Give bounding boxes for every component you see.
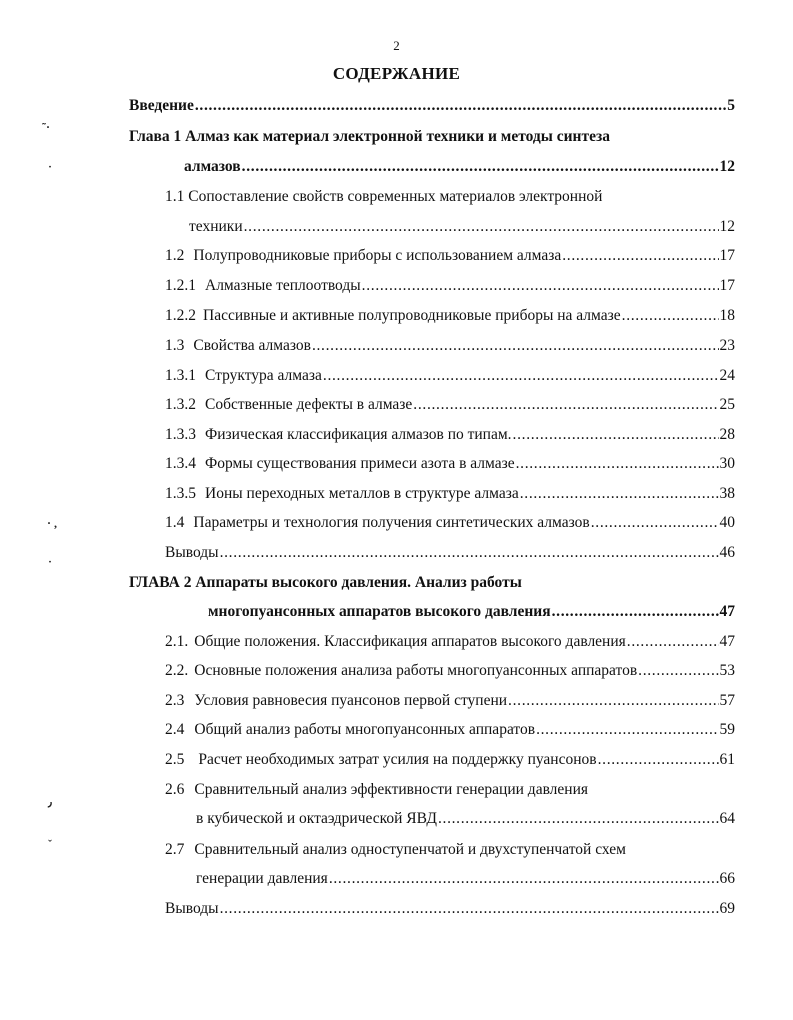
toc-entry-page: 12: [719, 218, 735, 235]
toc-entry-text: Введение: [129, 97, 194, 114]
toc-entry-text: Физическая классификация алмазов по типам.: [205, 426, 512, 443]
toc-entry-1-4[interactable]: [165, 513, 735, 533]
toc-entry-text: Расчет необходимых затрат усилия на поддержку пуансонов: [198, 751, 597, 768]
dot-leader: [536, 720, 718, 740]
scan-mark: ˜·: [42, 120, 50, 134]
toc-entry-number: 1.2.2: [165, 307, 196, 324]
dot-leader: [329, 869, 719, 889]
toc-entry-1-2[interactable]: [165, 246, 735, 266]
toc-entry-page: 17: [719, 247, 735, 264]
toc-entry-page: 24: [719, 367, 735, 384]
toc-entry-1-3-3[interactable]: [165, 425, 735, 445]
toc-entry-text: в кубической и октаэдрической ЯВД: [196, 810, 437, 827]
toc-entry-text: многопуансонных аппаратов высокого давления: [208, 603, 551, 620]
toc-entry-text: Общий анализ работы многопуансонных аппаратов: [194, 721, 536, 738]
toc-entry-number: 1.3.3: [165, 426, 196, 443]
toc-entry-chapter-2-cont[interactable]: [208, 602, 735, 622]
dot-leader: [312, 336, 719, 356]
dot-leader: [438, 809, 719, 829]
toc-entry-chapter-1[interactable]: [129, 127, 735, 147]
toc-entry-number: 1.4: [165, 514, 185, 531]
toc-entry-number: 1.3.1: [165, 367, 196, 384]
dot-leader: [220, 899, 719, 919]
dot-leader: [220, 543, 719, 563]
toc-entry-page: 40: [719, 514, 735, 531]
toc-entry-text: алмазов: [184, 158, 241, 175]
toc-entry-text: Пассивные и активные полупроводниковые приборы на алмазе: [203, 307, 621, 324]
toc-entry-conclusions-1[interactable]: [165, 543, 735, 563]
toc-entry-2-1[interactable]: [165, 632, 735, 652]
toc-entry-2-4[interactable]: [165, 720, 735, 740]
toc-entry-page: 5: [727, 97, 735, 114]
toc-entry-1-3-1[interactable]: [165, 366, 735, 386]
dot-leader: [413, 395, 718, 415]
toc-entry-page: 25: [719, 396, 735, 413]
toc-entry-2-7-cont[interactable]: [196, 869, 735, 889]
toc-entry-number: 2.6: [165, 781, 185, 798]
toc-entry-page: 66: [719, 870, 735, 887]
dot-leader: [242, 157, 719, 177]
toc-entry-2-6-cont[interactable]: [196, 809, 735, 829]
page-number: 2: [393, 38, 400, 53]
toc-entry-page: 46: [719, 544, 735, 561]
toc-entry-page: 30: [719, 455, 735, 472]
dot-leader: [562, 246, 718, 266]
toc-entry-1-2-2[interactable]: [165, 306, 735, 326]
dot-leader: [622, 306, 719, 326]
dot-leader: [195, 96, 726, 116]
toc-entry-conclusions-2[interactable]: [165, 899, 735, 919]
toc-entry-page: 38: [719, 485, 735, 502]
toc-entry-2-5[interactable]: [165, 750, 735, 770]
toc-entry-text: Сравнительный анализ эффективности генерации давления: [194, 781, 589, 798]
toc-entry-text: Выводы: [165, 900, 219, 917]
dot-leader: [508, 691, 718, 711]
toc-title: СОДЕРЖАНИЕ: [332, 64, 461, 83]
toc-entry-page: 59: [719, 721, 735, 738]
toc-entry-text: Выводы: [165, 544, 219, 561]
dot-leader: [362, 276, 719, 296]
toc-entry-2-3[interactable]: [165, 691, 735, 711]
toc-entry-text: Параметры и технология получения синтетических алмазов: [193, 514, 590, 531]
toc-entry-1-1-cont[interactable]: [189, 217, 735, 237]
toc-entry-1-2-1[interactable]: [165, 276, 735, 296]
toc-entry-text: Глава 1 Алмаз как материал электронной техники и методы синтеза: [129, 128, 610, 145]
dot-leader: [598, 750, 719, 770]
toc-entry-number: 2.5: [165, 751, 185, 768]
toc-entry-page: 57: [719, 692, 735, 709]
toc-entry-page: 28: [719, 426, 735, 443]
scan-mark: ˙: [48, 163, 52, 177]
toc-entry-page: 23: [719, 337, 735, 354]
scan-mark: ˇ: [48, 837, 52, 851]
toc-entry-text: 1.1 Сопоставление свойств современных материалов электронной: [165, 188, 603, 205]
toc-entry-page: 47: [719, 633, 735, 650]
dot-leader: [323, 366, 719, 386]
toc-entry-1-3-2[interactable]: [165, 395, 735, 415]
toc-entry-text: Структура алмаза: [205, 367, 322, 384]
toc-entry-2-2[interactable]: [165, 661, 735, 681]
toc-entry-text: Сравнительный анализ одноступенчатой и двухступенчатой схем: [194, 841, 626, 858]
toc-entry-2-7[interactable]: [165, 840, 735, 860]
scan-mark: ˙: [48, 558, 52, 572]
toc-entry-text: Формы существования примеси азота в алмазе: [205, 455, 515, 472]
toc-entry-text: Свойства алмазов: [193, 337, 311, 354]
dot-leader: [244, 217, 719, 237]
toc-entry-number: 2.7: [165, 841, 185, 858]
dot-leader: [516, 454, 719, 474]
dot-leader: [552, 602, 719, 622]
toc-entry-number: 2.3: [165, 692, 185, 709]
toc-entry-number: 1.2.1: [165, 277, 196, 294]
toc-entry-text: ГЛАВА 2 Аппараты высокого давления. Анализ работы: [129, 574, 522, 591]
toc-entry-number: 1.3.4: [165, 455, 196, 472]
toc-entry-1-3-5[interactable]: [165, 484, 735, 504]
toc-entry-number: 2.1.: [165, 633, 189, 650]
toc-entry-page: 69: [719, 900, 735, 917]
toc-entry-number: 1.3.2: [165, 396, 196, 413]
toc-entry-page: 64: [719, 810, 735, 827]
toc-entry-number: 2.4: [165, 721, 185, 738]
toc-entry-introduction[interactable]: [129, 96, 735, 116]
toc-entry-text: Условия равновесия пуансонов первой ступени: [194, 692, 508, 709]
scan-mark: ٫: [48, 795, 52, 809]
toc-entry-page: 12: [719, 158, 735, 175]
dot-leader: [638, 661, 718, 681]
scan-mark: · ,: [47, 516, 58, 530]
toc-entry-text: Алмазные теплоотводы: [205, 277, 361, 294]
toc-entry-text: генерации давления: [196, 870, 328, 887]
dot-leader: [591, 513, 719, 533]
toc-entry-text: Общие положения. Классификация аппаратов высокого давления: [194, 633, 626, 650]
toc-entry-number: 2.2.: [165, 662, 189, 679]
toc-entry-page: 61: [719, 751, 735, 768]
toc-entry-page: 17: [719, 277, 735, 294]
toc-entry-number: 1.2: [165, 247, 185, 264]
toc-entry-1-3[interactable]: [165, 336, 735, 356]
toc-entry-page: 47: [719, 603, 735, 620]
dot-leader: [513, 425, 719, 445]
toc-entry-text: Полупроводниковые приборы с использованием алмаза: [193, 247, 562, 264]
toc-entry-1-1[interactable]: [165, 187, 735, 207]
toc-entry-text: Собственные дефекты в алмазе: [205, 396, 413, 413]
toc-entry-text: Основные положения анализа работы многопуансонных аппаратов: [194, 662, 638, 679]
toc-entry-2-6[interactable]: [165, 780, 735, 800]
toc-entry-number: 1.3.5: [165, 485, 196, 502]
toc-entry-text: Ионы переходных металлов в структуре алмаза: [205, 485, 519, 502]
toc-entry-text: техники: [189, 218, 243, 235]
toc-entry-chapter-2[interactable]: [129, 573, 735, 593]
toc-entry-page: 53: [719, 662, 735, 679]
toc-entry-number: 1.3: [165, 337, 185, 354]
toc-entry-chapter-1-cont[interactable]: [184, 157, 735, 177]
dot-leader: [520, 484, 719, 504]
toc-entry-1-3-4[interactable]: [165, 454, 735, 474]
toc-entry-page: 18: [719, 307, 735, 324]
dot-leader: [627, 632, 719, 652]
